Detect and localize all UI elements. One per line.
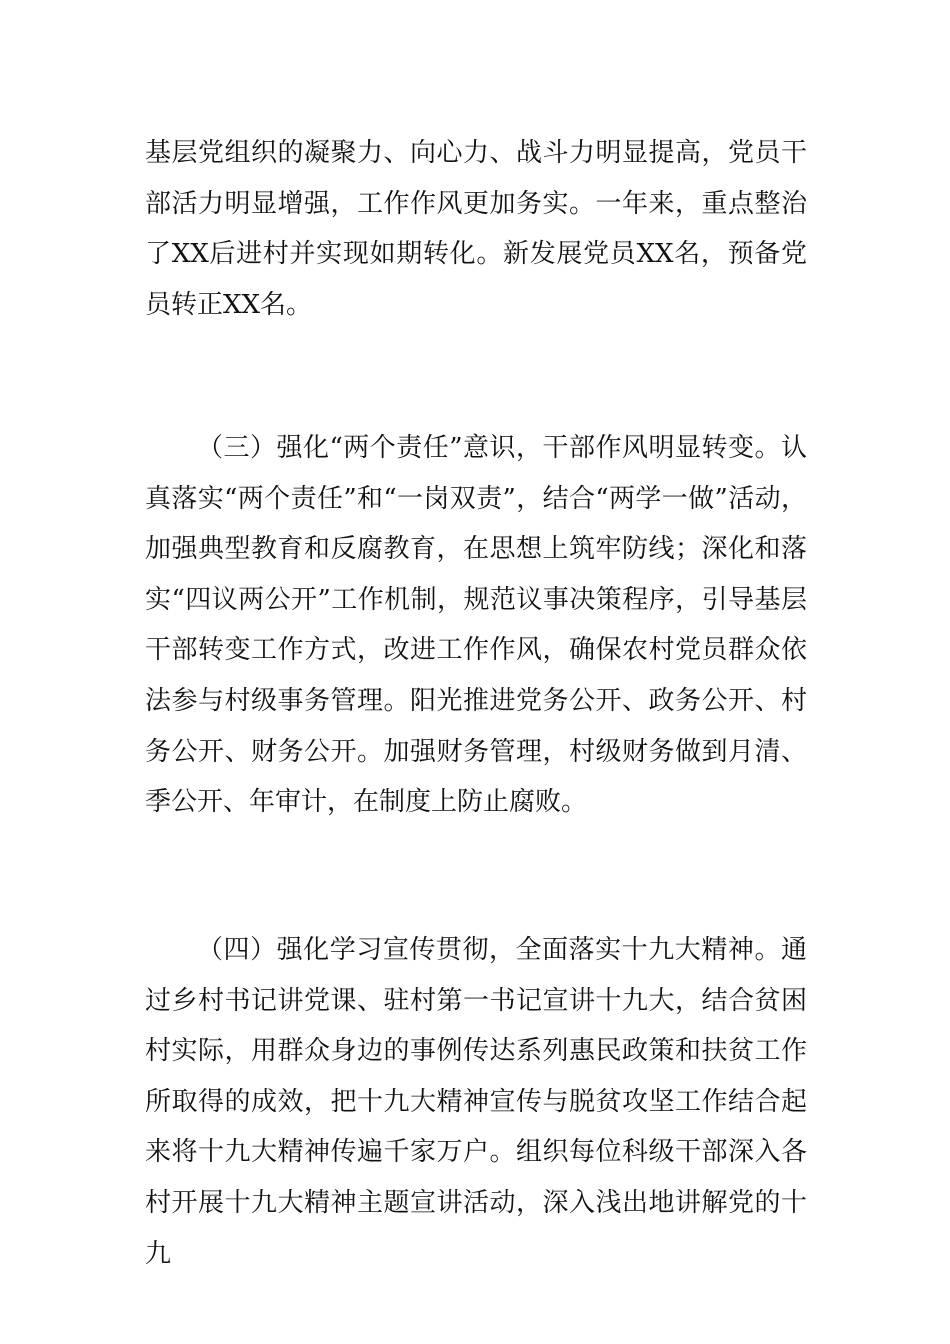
paragraph-section-three: （三）强化“两个责任”意识，干部作风明显转变。认真落实“两个责任”和“一岗双责”，结合“两学一做”活动，加强典型教育和反腐教育，在思想上筑牢防线；深化和落实“四议两公开”工作机制，规范议事决策程序，引导基层干部转变工作方式，改进工作作风，确保农村党员群众依法参与村级事务管理。阳光推进党务公开、政务公开、村务公开、财务公开。加强财务管理，村级财务做到月清、季公开、年审计，在制度上防止腐败。 <box>145 433 807 818</box>
paragraph-section-four: （四）强化学习宣传贯彻，全面落实十九大精神。通过乡村书记讲党课、驻村第一书记宣讲十九大，结合贫困村实际，用群众身边的事例传达系列惠民政策和扶贫工作所取得的成效，把十九大精神宣传与脱贫攻坚工作结合起来将十九大精神传遍千家万户。组织每位科级干部深入各村开展十九大精神主题宣讲活动，深入浅出地讲解党的十九 <box>145 935 807 1269</box>
paragraph-continued: 基层党组织的凝聚力、向心力、战斗力明显提高，党员干部活力明显增强，工作作风更加务实。一年来，重点整治了XX后进村并实现如期转化。新发展党员XX名，预备党员转正XX名。 <box>145 138 807 320</box>
